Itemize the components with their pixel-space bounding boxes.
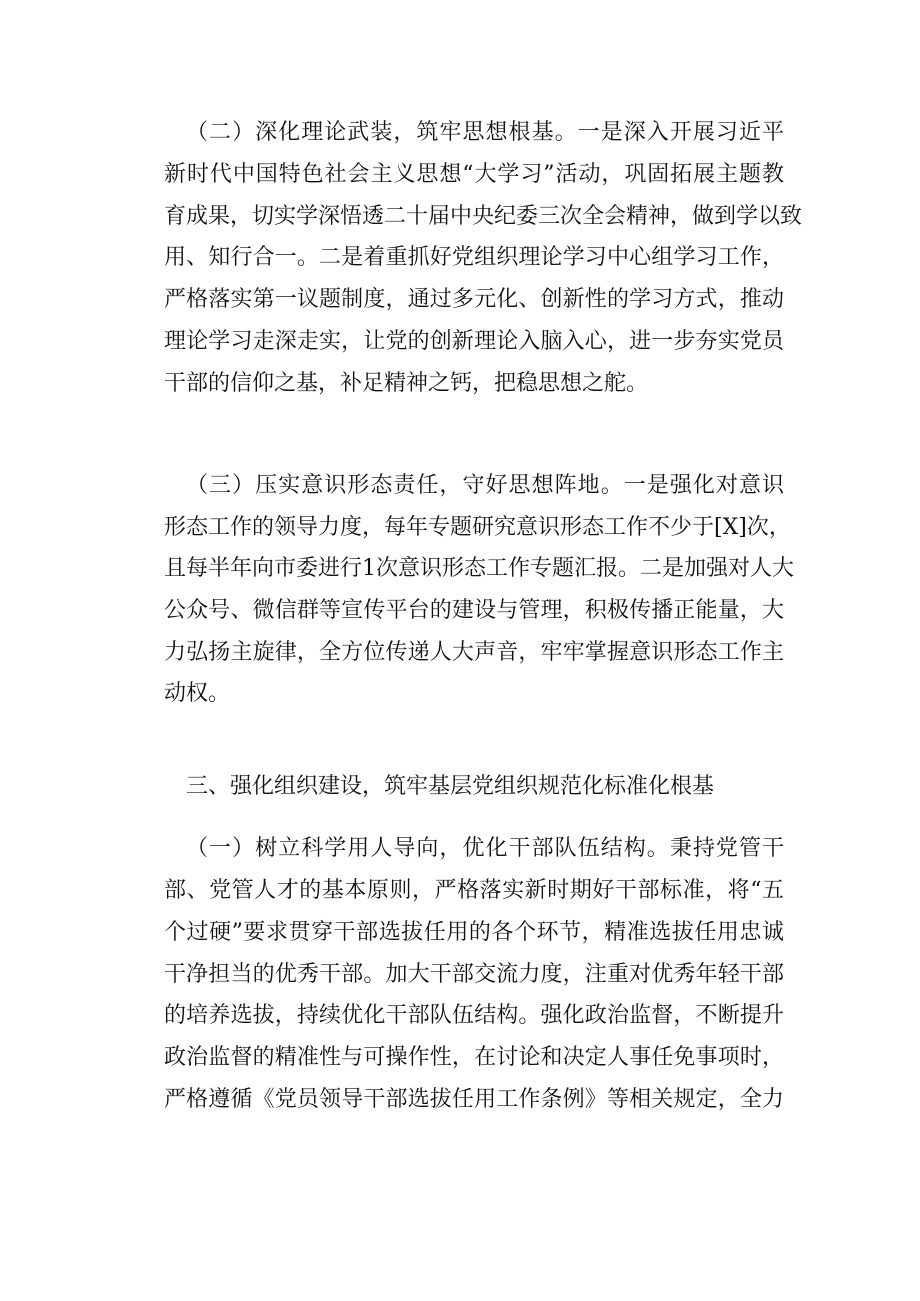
paragraph-line: （一）树立科学用人导向，优化干部队伍结构。秉持党管干 [186, 836, 784, 861]
paragraph-line: 动权。 [164, 681, 231, 706]
paragraph-line: 严格遵循《党员领导干部选拔任用工作条例》等相关规定，全力 [164, 1087, 784, 1112]
paragraph-line: （三）压实意识形态责任，守好思想阵地。一是强化对意识 [186, 473, 784, 498]
paragraph-line: 育成果，切实学深悟透二十届中央纪委三次全会精神，做到学以致 [164, 204, 803, 229]
paragraph-line: 严格落实第一议题制度，通过多元化、创新性的学习方式，推动 [164, 287, 784, 312]
paragraph-line: 且每半年向市委进行1次意识形态工作专题汇报。二是加强对人大 [164, 556, 794, 581]
paragraph-line: 政治监督的精准性与可操作性，在讨论和决定人事任免事项时， [164, 1045, 784, 1070]
paragraph-line: 干部的信仰之基，补足精神之钙，把稳思想之舵。 [164, 371, 649, 396]
paragraph-line: 公众号、微信群等宣传平台的建设与管理，积极传播正能量，大 [164, 598, 784, 623]
paragraph-line: 形态工作的领导力度，每年专题研究意识形态工作不少于[X]次， [164, 515, 791, 540]
paragraph-line: 用、知行合一。二是着重抓好党组织理论学习中心组学习工作， [164, 245, 784, 270]
section-heading-text: 三、强化组织建设，筑牢基层党组织规范化标准化根基 [186, 774, 715, 799]
paragraph-line: 干净担当的优秀干部。加大干部交流力度，注重对优秀年轻干部 [164, 962, 784, 987]
paragraph-line: 部、党管人才的基本原则，严格落实新时期好干部标准，将“五 [164, 878, 784, 903]
paragraph-line: 理论学习走深走实，让党的创新理论入脑入心，进一步夯实党员 [164, 329, 784, 354]
paragraph-line: 个过硬”要求贯穿干部选拔任用的各个环节，精准选拔任用忠诚 [164, 920, 784, 945]
paragraph-line: 的培养选拔，持续优化干部队伍结构。强化政治监督，不断提升 [164, 1003, 784, 1028]
paragraph-line: 新时代中国特色社会主义思想“大学习”活动，巩固拓展主题教 [164, 162, 784, 187]
paragraph-line: 力弘扬主旋律，全方位传递人大声音，牢牢掌握意识形态工作主 [164, 640, 784, 665]
paragraph-line: （二）深化理论武装，筑牢思想根基。一是深入开展习近平 [186, 120, 784, 145]
